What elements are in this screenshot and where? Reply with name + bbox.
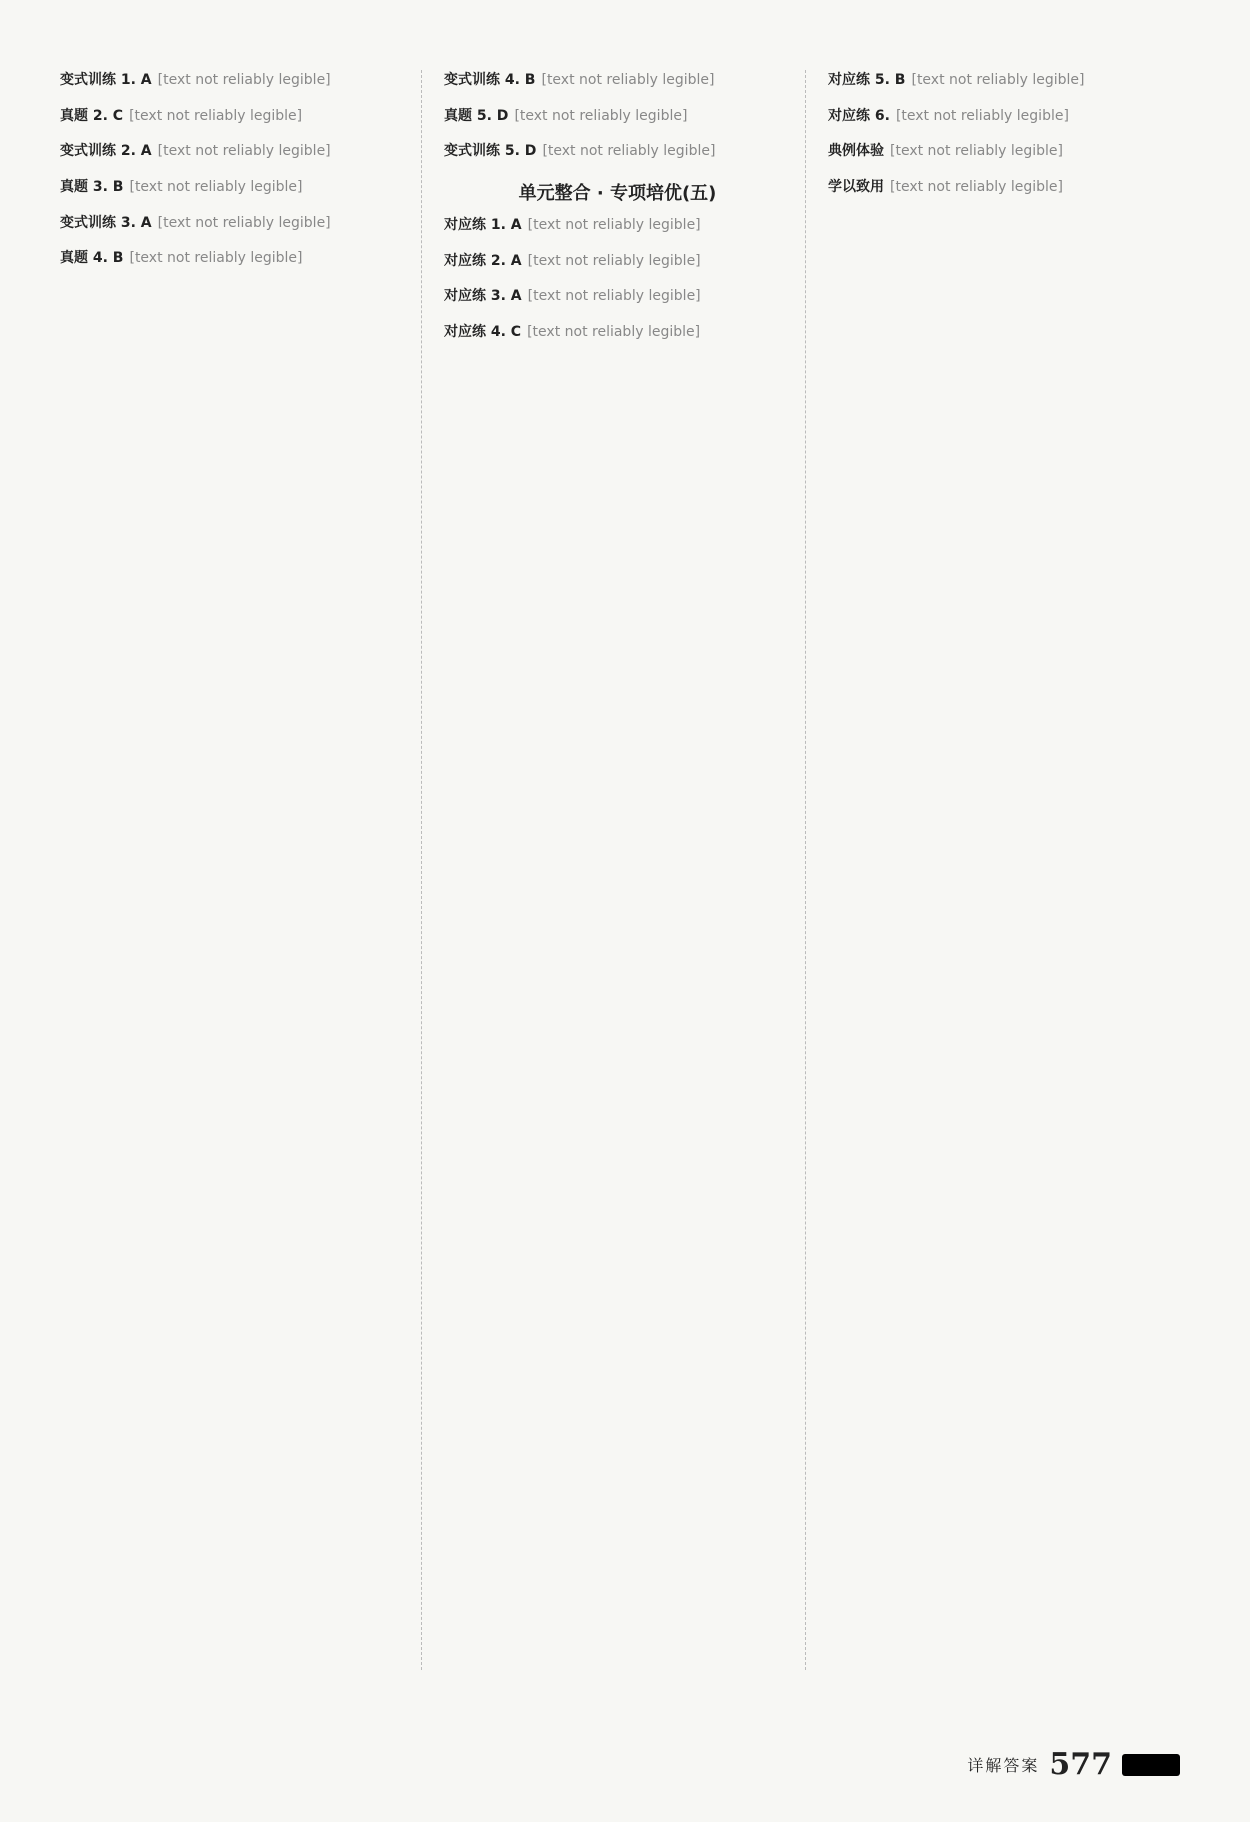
- entry: 真题 4. B [text not reliably legible]: [60, 250, 303, 267]
- entry: 变式训练 5. D [text not reliably legible]: [444, 143, 716, 160]
- entry: 对应练 1. A [text not reliably legible]: [444, 217, 701, 234]
- entry: 对应练 4. C [text not reliably legible]: [444, 324, 701, 341]
- footer-label: 详解答案: [967, 1756, 1040, 1775]
- column-3: [828, 70, 1190, 1670]
- entry: 学以致用 [text not reliably legible]: [828, 179, 1063, 196]
- entry: 真题 5. D [text not reliably legible]: [444, 107, 688, 124]
- entry: 对应练 5. B [text not reliably legible]: [828, 72, 1085, 88]
- column-1: [60, 70, 422, 1670]
- entry: 变式训练 1. A [text not reliably legible]: [60, 72, 331, 88]
- column-2: [444, 70, 806, 1670]
- entry: 对应练 2. A [text not reliably legible]: [444, 252, 701, 269]
- page-number: 577: [1049, 1747, 1112, 1782]
- entry: 变式训练 3. A [text not reliably legible]: [60, 214, 331, 231]
- entry: 典例体验 [text not reliably legible]: [828, 143, 1063, 160]
- page-footer: [967, 1747, 1180, 1782]
- edge-tab: [1122, 1754, 1180, 1776]
- entry: 变式训练 2. A [text not reliably legible]: [60, 143, 331, 160]
- entry: 对应练 3. A [text not reliably legible]: [444, 288, 701, 305]
- section-title: 单元整合 · 专项培优(五): [518, 183, 717, 205]
- entry: 真题 2. C [text not reliably legible]: [60, 107, 303, 124]
- entry: 真题 3. B [text not reliably legible]: [60, 179, 303, 196]
- entry: 对应练 6. [text not reliably legible]: [828, 107, 1069, 124]
- entry: 变式训练 4. B [text not reliably legible]: [444, 72, 715, 88]
